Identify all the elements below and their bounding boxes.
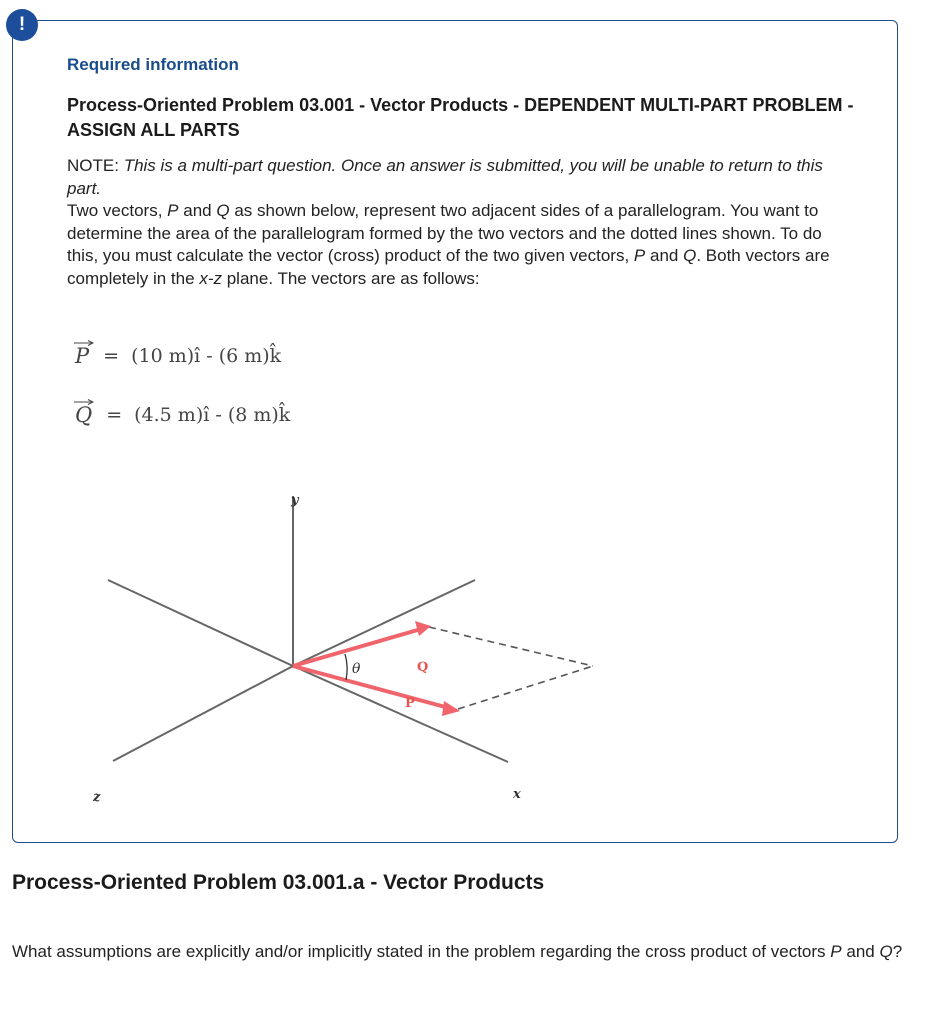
equation-q-lhs (73, 403, 94, 427)
vector-diagram (63, 476, 643, 816)
statement-text: Two vectors, (67, 201, 163, 220)
required-information-heading: Required information (67, 55, 239, 74)
x-axis-back (293, 580, 475, 666)
label-theta: θ (352, 661, 361, 677)
vector-p-ref: P (167, 201, 179, 220)
label-q: Q (417, 660, 429, 675)
question-text: and (846, 942, 875, 961)
dashed-edge-bottom (458, 666, 593, 709)
note-label: NOTE: (67, 156, 119, 175)
vector-q-ref: Q (683, 246, 697, 265)
axis-label-y: y (291, 493, 299, 508)
vector-p-ref: P (830, 942, 842, 961)
required-information-box (12, 20, 898, 843)
vector-p-arrowhead (442, 701, 460, 716)
equation-q (73, 403, 290, 427)
equation-p (73, 344, 281, 368)
part-a-title: Process-Oriented Problem 03.001.a - Vector Products (12, 871, 545, 894)
dashed-edge-top (429, 627, 593, 666)
part-a-question (12, 938, 912, 965)
statement-text: and (183, 201, 212, 220)
axis-label-z: z (93, 790, 101, 805)
statement-text: and (650, 246, 679, 265)
vector-q-ref: Q (879, 942, 893, 961)
problem-title: Process-Oriented Problem 03.001 - Vector Products - DEPENDENT MULTI-PART PROBLEM - ASSIGN ALL PARTS (67, 95, 854, 140)
vector-p-ref: P (633, 246, 646, 265)
x-axis-front (293, 666, 508, 762)
question-text: What assumptions are explicitly and/or implicitly stated in the problem regarding the cross product of vectors (12, 942, 826, 961)
equation-p-lhs (73, 344, 91, 368)
z-axis-back (108, 580, 293, 666)
statement-text: . Both vectors are completely in the (67, 246, 830, 288)
equation-q-rhs: (4.5 m)î - (8 m)k̂ (134, 404, 291, 426)
label-p: P (405, 696, 415, 711)
plane-label: x-z (199, 268, 222, 288)
vector-arrow-icon (74, 340, 94, 346)
question-text: ? (892, 942, 903, 961)
problem-statement (67, 155, 857, 290)
eq-lhs-text: Q (75, 403, 93, 427)
vector-q-arrowhead (415, 621, 431, 636)
equation-p-rhs: (10 m)î - (6 m)k̂ (131, 345, 282, 367)
vector-q-ref: Q (216, 201, 230, 220)
statement-text: as shown below, represent two adjacent sides of a parallelogram. You want to determine the area of the parallelogram formed by the two vectors and the dotted lines shown. To do this, you must calculate the vector (cross) product of the two given vectors, (67, 201, 822, 265)
eq-lhs-text: P (75, 344, 90, 368)
vector-arrow-icon (74, 399, 94, 405)
theta-arc (345, 654, 347, 680)
statement-text: plane. The vectors are as follows: (226, 268, 480, 288)
note-text: This is a multi-part question. Once an answer is submitted, you will be unable to return to this part. (67, 156, 823, 198)
alert-icon: ! (6, 9, 38, 41)
axis-label-x: x (513, 787, 521, 802)
z-axis-front (113, 666, 293, 761)
equals-sign: = (103, 345, 120, 367)
equals-sign: = (106, 404, 123, 426)
